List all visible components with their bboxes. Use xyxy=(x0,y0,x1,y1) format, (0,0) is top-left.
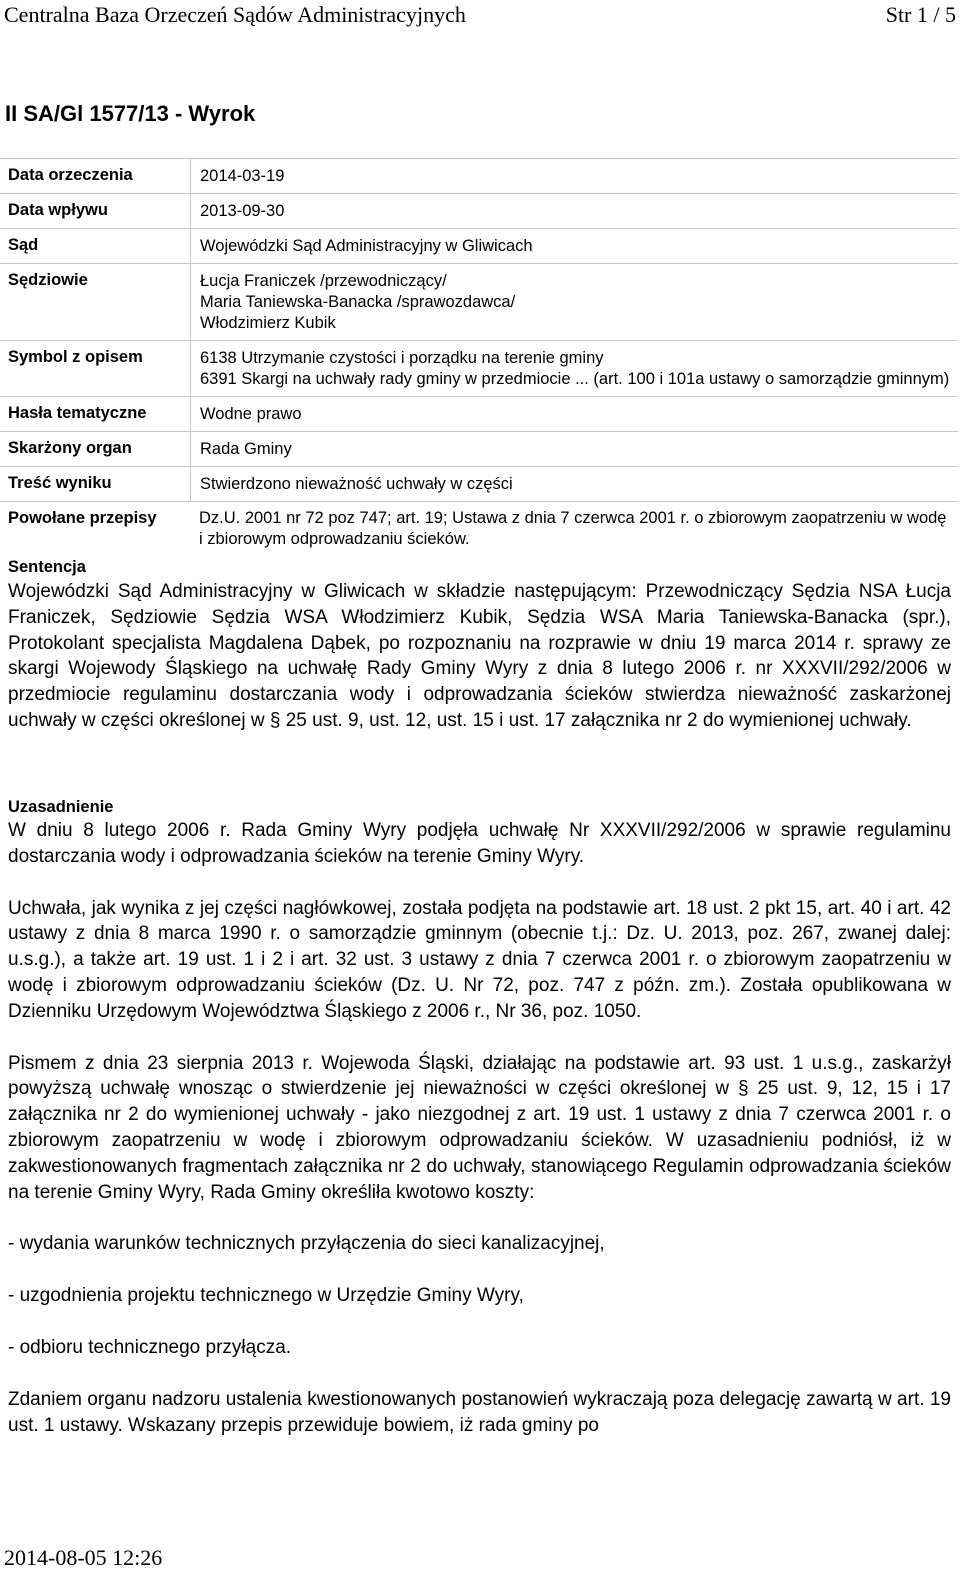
sentencja-body xyxy=(8,579,951,734)
meta-value: Stwierdzono nieważność uchwały w części xyxy=(200,475,513,493)
meta-value: Rada Gminy xyxy=(200,440,292,458)
meta-value: 2014-03-19 xyxy=(200,167,285,185)
page-number: Str 1 / 5 xyxy=(885,2,956,27)
meta-row-received xyxy=(0,194,958,229)
print-timestamp: 2014-08-05 12:26 xyxy=(4,1545,163,1570)
meta-label: Symbol z opisem xyxy=(0,341,191,396)
meta-label: Sędziowie xyxy=(0,264,191,340)
uzasadnienie-heading: Uzasadnienie xyxy=(8,798,114,816)
meta-value: Wodne prawo xyxy=(200,405,302,423)
list-item: - wydania warunków technicznych przyłączenia do sieci kanalizacyjnej, xyxy=(8,1233,605,1255)
metadata-table xyxy=(0,158,958,556)
meta-value: Dz.U. 2001 nr 72 poz 747; art. 19; Ustawa z dnia 7 czerwca 2001 r. o zbiorowym zaopatrzeniu w wodę i zbiorowym odprowadzaniu ścieków. xyxy=(199,509,947,548)
meta-label: Treść wyniku xyxy=(0,467,191,501)
meta-value: Łucja Franiczek /przewodniczący/ Maria Taniewska-Banacka /sprawozdawca/ Włodzimierz Kubik xyxy=(200,272,516,332)
meta-row-authority xyxy=(0,432,958,467)
meta-value: 6138 Utrzymanie czystości i porządku na terenie gminy 6391 Skargi na uchwały rady gminy w przedmiocie ... (art. 100 i 101a ustawy o samorządzie gminnym) xyxy=(200,349,950,388)
paragraph: Uchwała, jak wynika z jej części nagłówkowej, została podjęta na podstawie art. 18 ust. 2 pkt 15, art. 40 i art. 42 ustawy z dnia 8 marca 1990 r. o samorządzie gminnym (obecnie t.j.: Dz. U. 2013, poz. 267, zwanej dalej: u.s.g.), a także art. 19 ust. 1 i 2 i art. 32 ust. 3 ustawy z dnia 7 czerwca 2001 r. o zbiorowym zaopatrzeniu w wodę i zbiorowym odprowadzaniu ścieków (Dz. U. Nr 72, poz. 747 z późn. zm.). Została opublikowana w Dzienniku Urzędowym Województwa Śląskiego z 2006 r., Nr 36, poz. 1050. xyxy=(8,897,951,1022)
document-title: II SA/Gl 1577/13 - Wyrok xyxy=(5,101,256,126)
meta-label: Skarżony organ xyxy=(0,432,191,466)
paragraph: Pismem z dnia 23 sierpnia 2013 r. Wojewoda Śląski, działając na podstawie art. 93 ust. 1 u.s.g., zaskarżył powyższą uchwałę wnosząc o stwierdzenie jej nieważności w części określonej w § 25 ust. 9, 12, 15 i 17 załącznika nr 2 do wymienionej uchwały - jako niezgodnej z art. 19 ust. 1 ustawy z dnia 7 czerwca 2001 r. o zbiorowym zaopatrzeniu w wodę i zbiorowym odprowadzaniu ścieków. W uzasadnieniu podniósł, iż w zakwestionowanych fragmentach załącznika nr 2 do uchwały, stanowiącego Regulamin odprowadzania ścieków na terenie Gminy Wyry, Rada Gminy określiła kwotowo koszty: xyxy=(8,1052,951,1203)
paragraph: Zdaniem organu nadzoru ustalenia kwestionowanych postanowień wykraczają poza delegację zawartą w art. 19 ust. 1 ustawy. Wskazany przepis przewiduje bowiem, iż rada gminy po xyxy=(8,1388,951,1436)
meta-row-result xyxy=(0,467,958,502)
meta-label: Data orzeczenia xyxy=(0,159,191,193)
sentencja-heading: Sentencja xyxy=(8,558,86,576)
meta-label: Powołane przepisy xyxy=(8,509,157,527)
list-item: - uzgodnienia projektu technicznego w Urzędzie Gminy Wyry, xyxy=(8,1285,524,1307)
meta-value: 2013-09-30 xyxy=(200,202,285,220)
list-item: - odbioru technicznego przyłącza. xyxy=(8,1336,292,1358)
paragraph: W dniu 8 lutego 2006 r. Rada Gminy Wyry podjęła uchwałę Nr XXXVII/292/2006 w sprawie regulaminu dostarczania wody i odprowadzania ścieków na terenie Gminy Wyry. xyxy=(8,820,951,867)
meta-row-symbol xyxy=(0,341,958,397)
meta-row-provisions xyxy=(0,502,958,556)
meta-value: Wojewódzki Sąd Administracyjny w Gliwicach xyxy=(200,237,533,255)
meta-row-judges xyxy=(0,264,958,341)
meta-label: Hasła tematyczne xyxy=(0,397,191,431)
site-title: Centralna Baza Orzeczeń Sądów Administracyjnych xyxy=(4,2,466,27)
sentencja-text: Wojewódzki Sąd Administracyjny w Gliwicach w składzie następującym: Przewodniczący Sędzia NSA Łucja Franiczek, Sędziowie Sędzia WSA Włodzimierz Kubik, Sędzia WSA Maria Taniewska-Banacka (spr.), Protokolant specjalista Magdalena Dąbek, po rozpoznaniu na rozprawie w dniu 19 marca 2014 r. sprawy ze skargi Wojewody Śląskiego na uchwałę Rady Gminy Wyry z dnia 8 lutego 2006 r. nr XXXVII/292/2006 w przedmiocie regulaminu dostarczania wody i odprowadzania ścieków stwierdza nieważność zaskarżonej uchwały w części określonej w § 25 ust. 9, ust. 12, ust. 15 i ust. 17 załącznika nr 2 do wymienionej uchwały. xyxy=(8,581,951,731)
meta-row-date xyxy=(0,159,958,194)
meta-row-court xyxy=(0,229,958,264)
meta-row-keywords xyxy=(0,397,958,432)
meta-label: Sąd xyxy=(0,229,191,263)
meta-label: Data wpływu xyxy=(0,194,191,228)
page-header xyxy=(4,2,956,28)
uzasadnienie-body xyxy=(8,818,951,1438)
